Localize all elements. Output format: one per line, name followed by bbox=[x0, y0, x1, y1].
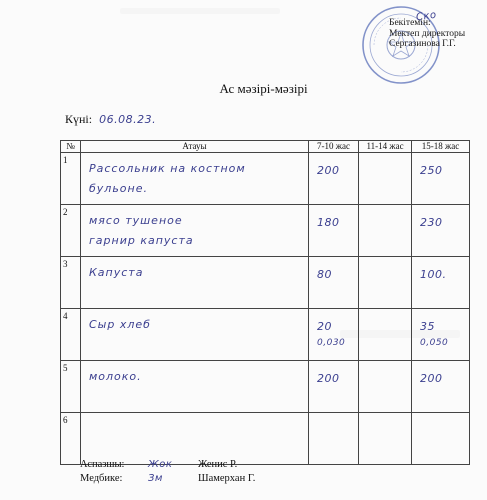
date-row bbox=[65, 112, 156, 127]
approval-label: Бекітемін: bbox=[389, 18, 431, 28]
nurse-row bbox=[80, 472, 255, 486]
portion-value: 200 bbox=[317, 164, 340, 177]
table-header-row bbox=[61, 141, 470, 153]
dish-name-cell bbox=[81, 153, 309, 205]
dish-name-cell bbox=[81, 205, 309, 257]
dish-name-cell bbox=[81, 361, 309, 413]
cook-name: Женис Р. bbox=[198, 459, 238, 470]
dish-name-cell bbox=[81, 309, 309, 361]
approval-block bbox=[389, 18, 465, 50]
approval-name: Сергазинова Г.Г. bbox=[389, 39, 456, 49]
dish-name-cell bbox=[81, 257, 309, 309]
portion-cell-age-7-10 bbox=[309, 361, 359, 413]
dish-name: молоко. bbox=[89, 370, 142, 383]
approval-signature: Ско bbox=[415, 9, 438, 24]
cook-row bbox=[80, 458, 255, 472]
portion-cell-age-15-18 bbox=[412, 205, 470, 257]
portion-cell-age-7-10 bbox=[309, 205, 359, 257]
portion-cell-age-15-18 bbox=[412, 361, 470, 413]
nurse-signature: Зм bbox=[148, 473, 163, 484]
portion-value: 0,050 bbox=[420, 338, 449, 348]
portion-cell-age-7-10 bbox=[309, 309, 359, 361]
row-number: 6 bbox=[61, 413, 81, 465]
portion-value: 250 bbox=[420, 164, 443, 177]
dish-name: Рассольник на костном бульоне. bbox=[89, 162, 246, 195]
portion-cell-age-15-18 bbox=[412, 309, 470, 361]
table-row bbox=[61, 153, 470, 205]
table-row bbox=[61, 413, 470, 465]
portion-cell-age-11-14 bbox=[359, 205, 412, 257]
header-age-7-10: 7-10 жас bbox=[309, 141, 359, 153]
approval-position: Мектеп директоры bbox=[389, 28, 466, 39]
row-number: 1 bbox=[61, 153, 81, 205]
dish-name: мясо тушеное bbox=[89, 214, 183, 227]
header-age-11-14: 11-14 жас bbox=[359, 141, 412, 153]
portion-cell-age-11-14 bbox=[359, 361, 412, 413]
portion-value: 20 bbox=[317, 320, 332, 333]
table-row bbox=[61, 257, 470, 309]
portion-value: 200 bbox=[317, 372, 340, 385]
portion-value: 200 bbox=[420, 372, 443, 385]
portion-cell-age-15-18 bbox=[412, 413, 470, 465]
row-number: 2 bbox=[61, 205, 81, 257]
portion-value: 180 bbox=[317, 216, 340, 229]
row-number: 3 bbox=[61, 257, 81, 309]
portion-cell-age-11-14 bbox=[359, 257, 412, 309]
date-value: 06.08.23. bbox=[99, 113, 157, 126]
header-age-15-18: 15-18 жас bbox=[412, 141, 470, 153]
portion-cell-age-15-18 bbox=[412, 153, 470, 205]
portion-cell-age-7-10 bbox=[309, 153, 359, 205]
dish-name: гарнир капуста bbox=[89, 234, 194, 247]
table-body bbox=[61, 153, 470, 465]
dish-name: Сыр хлеб bbox=[89, 318, 151, 331]
header-number: № bbox=[61, 141, 81, 153]
nurse-role: Медбике: bbox=[80, 473, 123, 484]
portion-value: 35 bbox=[420, 320, 435, 333]
portion-cell-age-7-10 bbox=[309, 413, 359, 465]
header-name: Атауы bbox=[81, 141, 309, 153]
row-number: 5 bbox=[61, 361, 81, 413]
portion-cell-age-11-14 bbox=[359, 413, 412, 465]
date-label: Күні: bbox=[65, 112, 93, 126]
portion-value: 100. bbox=[420, 268, 447, 281]
portion-cell-age-15-18 bbox=[412, 257, 470, 309]
page-title: Ас мәзірі-мәзірі bbox=[219, 81, 308, 96]
portion-cell-age-11-14 bbox=[359, 309, 412, 361]
portion-value: 0,030 bbox=[317, 338, 346, 348]
menu-table bbox=[60, 140, 470, 465]
portion-value: 80 bbox=[317, 268, 332, 281]
portion-cell-age-7-10 bbox=[309, 257, 359, 309]
portion-value: 230 bbox=[420, 216, 443, 229]
nurse-name: Шамерхан Г. bbox=[198, 473, 256, 484]
dish-name-cell bbox=[81, 413, 309, 465]
footer-signatures bbox=[80, 458, 255, 486]
table-row bbox=[61, 205, 470, 257]
cook-role: Аспазшы: bbox=[80, 459, 125, 470]
table-row bbox=[61, 361, 470, 413]
dish-name: Капуста bbox=[89, 266, 144, 279]
cook-signature: Жок bbox=[148, 459, 173, 470]
table-row bbox=[61, 309, 470, 361]
row-number: 4 bbox=[61, 309, 81, 361]
portion-cell-age-11-14 bbox=[359, 153, 412, 205]
bleed-mark bbox=[120, 8, 280, 14]
